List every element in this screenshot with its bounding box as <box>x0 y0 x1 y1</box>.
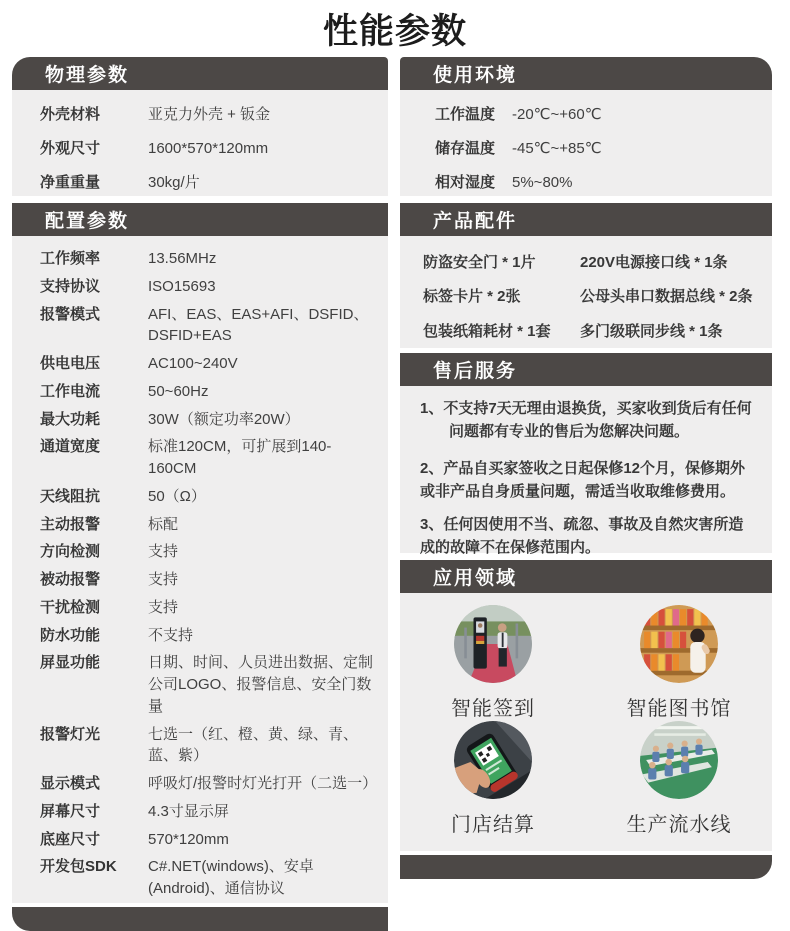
accessory-item: 220V电源接口线 * 1条 <box>580 253 728 271</box>
spec-row <box>40 273 378 301</box>
spec-row <box>435 166 762 200</box>
application-item <box>627 721 732 837</box>
spec-value: 5%~80% <box>512 173 573 191</box>
spec-label: 最大功耗 <box>40 410 101 428</box>
application-label: 生产流水线 <box>626 814 732 836</box>
spec-label: 干扰检测 <box>40 598 101 616</box>
spec-label: 通道宽度 <box>40 438 101 456</box>
spec-value: 不支持 <box>148 626 194 644</box>
spec-label: 相对湿度 <box>435 173 496 191</box>
spec-row <box>40 770 378 798</box>
spec-row <box>40 622 378 650</box>
spec-row <box>40 721 378 771</box>
spec-row <box>40 378 378 406</box>
spec-value: 呼吸灯/报警时灯光打开（二选一） <box>148 775 378 792</box>
spec-value: 亚克力外壳 + 钣金 <box>148 106 271 123</box>
spec-value: 50~60Hz <box>148 382 209 400</box>
spec-value: 30W（额定功率20W） <box>148 410 300 428</box>
spec-label: 外壳材料 <box>40 106 101 123</box>
spec-row <box>40 483 378 511</box>
spec-value: -45℃~+85℃ <box>512 139 602 157</box>
section-header-service: 售后服务 <box>400 353 772 386</box>
checkin-kiosk-photo <box>454 605 532 683</box>
section-accessories <box>400 236 772 348</box>
service-term: 2、产品自买家签收之日起保修12个月，保修期外或非产品自身质量问题，需适当收取维修费用。 <box>420 460 746 500</box>
right-column <box>400 57 772 864</box>
accessory-item: 公母头串口数据总线 * 2条 <box>580 288 753 306</box>
spec-label: 供电电压 <box>40 355 101 372</box>
spec-label: 方向检测 <box>40 543 101 561</box>
accessory-item: 多门级联同步线 * 1条 <box>580 323 723 341</box>
spec-value: 支持 <box>148 598 179 616</box>
spec-row <box>40 649 378 720</box>
spec-value: 13.56MHz <box>148 250 217 267</box>
accessory-item: 包装纸箱耗材 * 1套 <box>423 323 551 341</box>
spec-label: 开发包SDK <box>40 858 117 876</box>
production-line-photo <box>640 721 718 799</box>
section-config <box>12 236 388 903</box>
spec-row <box>40 594 378 622</box>
right-column-footer-bar <box>400 855 772 879</box>
section-header-accessories: 产品配件 <box>400 203 772 236</box>
spec-value: 1600*570*120mm <box>148 139 269 157</box>
spec-value: ISO15693 <box>148 277 216 295</box>
left-column-footer-bar <box>12 907 388 931</box>
spec-label: 报警灯光 <box>40 725 101 743</box>
spec-value: C#.NET(windows)、安卓(Android)、通信协议 <box>148 858 314 897</box>
spec-value: 支持 <box>148 571 179 588</box>
application-item <box>627 605 732 721</box>
section-gap <box>12 196 388 203</box>
application-label: 门店结算 <box>451 814 535 836</box>
content-columns <box>12 57 772 897</box>
spec-label: 工作电流 <box>40 382 101 400</box>
spec-label: 屏幕尺寸 <box>40 802 101 820</box>
spec-label: 工作温度 <box>435 106 496 123</box>
spec-label: 防水功能 <box>40 626 101 644</box>
application-item <box>451 721 535 837</box>
spec-label: 储存温度 <box>435 139 496 157</box>
spec-row <box>40 566 378 594</box>
spec-row <box>40 538 378 566</box>
spec-value: 七选一（红、橙、黄、绿、青、蓝、紫） <box>148 725 359 765</box>
spec-row <box>40 98 378 132</box>
spec-label: 天线阻抗 <box>40 487 101 505</box>
section-header-applications: 应用领域 <box>400 560 772 593</box>
service-term: 1、不支持7天无理由退换货，买家收到货后有任何问题都有专业的售后为您解决问题。 <box>420 400 752 440</box>
spec-value: 50（Ω） <box>148 487 206 505</box>
section-environment <box>400 90 772 196</box>
spec-label: 屏显功能 <box>40 654 101 672</box>
page-title: 性能参数 <box>322 11 467 51</box>
section-gap <box>400 553 772 560</box>
spec-value: AC100~240V <box>148 355 238 372</box>
spec-row <box>40 406 378 434</box>
application-label: 智能图书馆 <box>626 698 732 720</box>
accessory-item: 标签卡片 * 2张 <box>423 288 521 306</box>
spec-value: 30kg/片 <box>148 173 200 191</box>
section-applications <box>400 593 772 851</box>
service-term: 3、任何因使用不当、疏忽、事故及自然灾害所造成的故障不在保修范围内。 <box>420 516 744 556</box>
spec-row <box>40 132 378 166</box>
spec-value: 570*120mm <box>148 830 229 848</box>
spec-value: 支持 <box>148 543 179 561</box>
section-header-config: 配置参数 <box>12 203 388 236</box>
spec-row <box>40 511 378 539</box>
store-checkout-photo <box>454 721 532 799</box>
section-physical <box>12 90 388 196</box>
spec-row <box>40 826 378 854</box>
spec-label: 主动报警 <box>40 515 101 533</box>
library-shelf-photo <box>640 605 718 683</box>
spec-label: 工作频率 <box>40 250 101 267</box>
spec-row <box>40 853 378 903</box>
spec-row <box>40 166 378 200</box>
spec-row <box>435 132 762 166</box>
spec-value: AFI、EAS、EAS+AFI、DSFID、DSFID+EAS <box>148 305 369 345</box>
spec-label: 支持协议 <box>40 277 101 295</box>
spec-label: 底座尺寸 <box>40 830 101 848</box>
spec-value: 标配 <box>148 515 179 533</box>
application-label: 智能签到 <box>451 698 535 720</box>
spec-label: 显示模式 <box>40 775 101 792</box>
section-header-physical: 物理参数 <box>12 57 388 90</box>
spec-row <box>40 245 378 273</box>
application-item <box>451 605 535 721</box>
spec-label: 净重重量 <box>40 173 101 191</box>
spec-label: 报警模式 <box>40 305 101 323</box>
spec-row <box>40 301 378 351</box>
spec-row <box>435 98 762 132</box>
spec-value: 4.3寸显示屏 <box>148 802 229 820</box>
section-header-environment: 使用环境 <box>400 57 772 90</box>
accessory-item: 防盗安全门 * 1片 <box>423 253 536 271</box>
spec-value: -20℃~+60℃ <box>512 106 602 123</box>
section-service <box>400 386 772 556</box>
section-gap <box>400 196 772 203</box>
spec-label: 外观尺寸 <box>40 139 101 157</box>
spec-value: 标准120CM，可扩展到140-160CM <box>148 438 332 477</box>
spec-label: 被动报警 <box>40 571 101 588</box>
spec-row <box>40 433 378 483</box>
spec-row <box>40 798 378 826</box>
spec-row <box>40 350 378 378</box>
left-column <box>12 57 388 897</box>
spec-value: 日期、时间、人员进出数据、定制公司LOGO、报警信息、安全门数量 <box>148 654 374 715</box>
